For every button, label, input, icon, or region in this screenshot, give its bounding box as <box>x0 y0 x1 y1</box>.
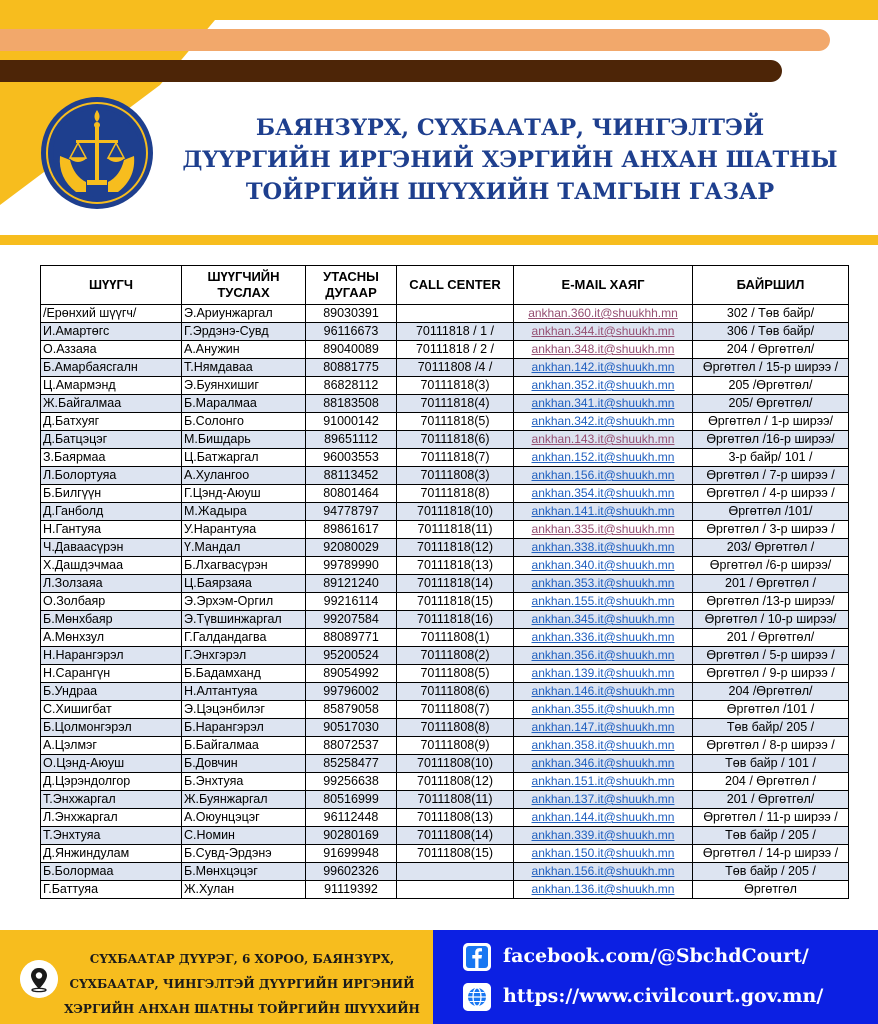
call-center-cell: 70111808(15) <box>397 845 514 863</box>
phone-cell: 88113452 <box>306 467 397 485</box>
judge-cell: Д.Цэрэндолгор <box>41 773 182 791</box>
call-center-cell: 70111808(10) <box>397 755 514 773</box>
globe-icon[interactable] <box>463 983 491 1011</box>
phone-cell: 92080029 <box>306 539 397 557</box>
assistant-cell: С.Номин <box>182 827 306 845</box>
call-center-cell: 70111818(6) <box>397 431 514 449</box>
call-center-cell: 70111808(8) <box>397 719 514 737</box>
contacts-table <box>40 265 849 899</box>
call-center-cell: 70111818(7) <box>397 449 514 467</box>
assistant-cell: М.Жадыра <box>182 503 306 521</box>
judge-cell: /Ерөнхий шүүгч/ <box>41 305 182 323</box>
call-center-cell: 70111808(14) <box>397 827 514 845</box>
table-header-row <box>41 266 849 305</box>
assistant-cell: Ж.Буянжаргал <box>182 791 306 809</box>
email-link[interactable]: ankhan.360.it@shuukhh.mn <box>514 305 693 323</box>
assistant-cell: Г.Галдандагва <box>182 629 306 647</box>
judge-cell: Б.Ундраа <box>41 683 182 701</box>
judge-cell: Ж.Байгалмаа <box>41 395 182 413</box>
table-row <box>41 719 849 737</box>
call-center-cell: 70111808(3) <box>397 467 514 485</box>
judge-cell: Д.Батцэцэг <box>41 431 182 449</box>
phone-cell: 99207584 <box>306 611 397 629</box>
call-center-cell: 70111808(13) <box>397 809 514 827</box>
phone-cell: 94778797 <box>306 503 397 521</box>
assistant-cell: Э.Цэцэнбилэг <box>182 701 306 719</box>
assistant-cell: Б.Солонго <box>182 413 306 431</box>
email-link[interactable]: ankhan.354.it@shuukh.mn <box>514 485 693 503</box>
phone-cell: 86828112 <box>306 377 397 395</box>
email-link[interactable]: ankhan.345.it@shuukh.mn <box>514 611 693 629</box>
phone-cell: 88183508 <box>306 395 397 413</box>
location-cell: Өргөтгөл /101 / <box>693 701 849 719</box>
location-cell: Төв байр / 101 / <box>693 755 849 773</box>
column-header-call-center: CALL CENTER <box>397 266 514 305</box>
table-row <box>41 737 849 755</box>
phone-cell: 95200524 <box>306 647 397 665</box>
header-stripe-peach <box>0 29 830 51</box>
phone-cell: 89040089 <box>306 341 397 359</box>
email-link[interactable]: ankhan.342.it@shuukh.mn <box>514 413 693 431</box>
location-cell: 204 / Өргөтгөл/ <box>693 341 849 359</box>
address-line: СҮХБААТАР, ЧИНГЭЛТЭЙ ДҮҮРГИЙН ИРГЭНИЙ <box>69 977 415 991</box>
column-header-phone: УТАСНЫ ДУГААР <box>306 266 397 305</box>
assistant-cell: Б.Бадамханд <box>182 665 306 683</box>
phone-cell: 89121240 <box>306 575 397 593</box>
email-link[interactable]: ankhan.142.it@shuukh.mn <box>514 359 693 377</box>
assistant-cell: Б.Лхагвасүрэн <box>182 557 306 575</box>
phone-cell: 80881775 <box>306 359 397 377</box>
judge-cell: Т.Энхтуяа <box>41 827 182 845</box>
email-link[interactable]: ankhan.144.it@shuukh.mn <box>514 809 693 827</box>
phone-cell: 96003553 <box>306 449 397 467</box>
location-cell: 306 / Төв байр/ <box>693 323 849 341</box>
location-cell: 204 /Өргөтгөл/ <box>693 683 849 701</box>
judge-cell: Б.Цолмонгэрэл <box>41 719 182 737</box>
column-header-email: E-MAIL ХАЯГ <box>514 266 693 305</box>
location-cell: Өргөтгөл / 11-р ширээ / <box>693 809 849 827</box>
judge-cell: Л.Энхжаргал <box>41 809 182 827</box>
location-cell: Өргөтгөл / 1-р ширээ/ <box>693 413 849 431</box>
judge-cell: О.Золбаяр <box>41 593 182 611</box>
phone-cell: 91699948 <box>306 845 397 863</box>
table-row <box>41 665 849 683</box>
assistant-cell: А.Оюунцэцэг <box>182 809 306 827</box>
assistant-cell: Б.Маралмаа <box>182 395 306 413</box>
table-row <box>41 593 849 611</box>
judge-cell: Г.Баттуяа <box>41 881 182 899</box>
phone-cell: 99256638 <box>306 773 397 791</box>
judge-cell: Л.Болортуяа <box>41 467 182 485</box>
column-header-judge: ШҮҮГЧ <box>41 266 182 305</box>
location-cell: 204 / Өргөтгөл / <box>693 773 849 791</box>
call-center-cell: 70111818(4) <box>397 395 514 413</box>
table-row <box>41 359 849 377</box>
email-link[interactable]: ankhan.344.it@shuukh.mn <box>514 323 693 341</box>
assistant-cell: Г.Эрдэнэ-Сувд <box>182 323 306 341</box>
call-center-cell: 70111808(9) <box>397 737 514 755</box>
phone-cell: 80801464 <box>306 485 397 503</box>
call-center-cell: 70111818(5) <box>397 413 514 431</box>
call-center-cell <box>397 305 514 323</box>
judge-cell: Ч.Даваасүрэн <box>41 539 182 557</box>
email-link[interactable]: ankhan.340.it@shuukh.mn <box>514 557 693 575</box>
table-row <box>41 395 849 413</box>
assistant-cell: Б.Сувд-Эрдэнэ <box>182 845 306 863</box>
call-center-cell <box>397 881 514 899</box>
assistant-cell: Т.Нямдаваа <box>182 359 306 377</box>
table-row <box>41 323 849 341</box>
table-row <box>41 521 849 539</box>
email-link[interactable]: ankhan.143.it@shuukh.mn <box>514 431 693 449</box>
judge-cell: Д.Янжиндулам <box>41 845 182 863</box>
call-center-cell: 70111818(15) <box>397 593 514 611</box>
email-link[interactable]: ankhan.336.it@shuukh.mn <box>514 629 693 647</box>
call-center-cell: 70111808(1) <box>397 629 514 647</box>
call-center-cell: 70111818(13) <box>397 557 514 575</box>
table-row <box>41 683 849 701</box>
email-link[interactable]: ankhan.139.it@shuukh.mn <box>514 665 693 683</box>
table-row <box>41 449 849 467</box>
call-center-cell: 70111808 /4 / <box>397 359 514 377</box>
table-row <box>41 827 849 845</box>
email-link[interactable]: ankhan.156.it@shuukh.mn <box>514 467 693 485</box>
table-row <box>41 431 849 449</box>
assistant-cell: А.Хулангоо <box>182 467 306 485</box>
assistant-cell: Б.Мөнхцэцэг <box>182 863 306 881</box>
assistant-cell: Э.Ариунжаргал <box>182 305 306 323</box>
call-center-cell: 70111808(6) <box>397 683 514 701</box>
call-center-cell: 70111818(10) <box>397 503 514 521</box>
table-row <box>41 413 849 431</box>
location-cell: 201 / Өргөтгөл/ <box>693 629 849 647</box>
assistant-cell: У.Нарантуяа <box>182 521 306 539</box>
call-center-cell: 70111818(12) <box>397 539 514 557</box>
location-cell: Өргөтгөл /16-р ширээ/ <box>693 431 849 449</box>
assistant-cell: Э.Эрхэм-Оргил <box>182 593 306 611</box>
table-row <box>41 629 849 647</box>
phone-cell: 89054992 <box>306 665 397 683</box>
location-cell: Төв байр / 205 / <box>693 827 849 845</box>
judge-cell: Н.Нарангэрэл <box>41 647 182 665</box>
judge-cell: Н.Сарангүн <box>41 665 182 683</box>
email-link[interactable]: ankhan.156.it@shuukh.mn <box>514 863 693 881</box>
phone-cell: 91000142 <box>306 413 397 431</box>
address-line: СҮХБААТАР ДҮҮРЭГ, 6 ХОРОО, БАЯНЗҮРХ, <box>89 952 395 966</box>
table-row <box>41 611 849 629</box>
call-center-cell: 70111808(5) <box>397 665 514 683</box>
assistant-cell: Э.Буянхишиг <box>182 377 306 395</box>
table-row <box>41 863 849 881</box>
email-link[interactable]: ankhan.358.it@shuukh.mn <box>514 737 693 755</box>
phone-cell: 89651112 <box>306 431 397 449</box>
court-emblem-icon <box>40 96 154 210</box>
assistant-cell: Б.Нарангэрэл <box>182 719 306 737</box>
judge-cell: А.Цэлмэг <box>41 737 182 755</box>
email-link[interactable]: ankhan.146.it@shuukh.mn <box>514 683 693 701</box>
email-link[interactable]: ankhan.348.it@shuukh.mn <box>514 341 693 359</box>
assistant-cell: А.Анужин <box>182 341 306 359</box>
email-link[interactable]: ankhan.341.it@shuukh.mn <box>514 395 693 413</box>
location-cell: 205/ Өргөтгөл/ <box>693 395 849 413</box>
address-line: ХЭРГИЙН АНХАН ШАТНЫ ТОЙРГИЙН ШҮҮХИЙН <box>64 1002 420 1016</box>
location-cell: Төв байр/ 205 / <box>693 719 849 737</box>
table-row <box>41 701 849 719</box>
judge-cell: О.Цэнд-Аюуш <box>41 755 182 773</box>
email-link[interactable]: ankhan.335.it@shuukh.mn <box>514 521 693 539</box>
email-link[interactable]: ankhan.151.it@shuukh.mn <box>514 773 693 791</box>
phone-cell: 90280169 <box>306 827 397 845</box>
phone-cell: 85879058 <box>306 701 397 719</box>
location-cell: 201 / Өргөтгөл/ <box>693 791 849 809</box>
assistant-cell: М.Бишдарь <box>182 431 306 449</box>
email-link[interactable]: ankhan.355.it@shuukh.mn <box>514 701 693 719</box>
location-cell: Өргөтгөл <box>693 881 849 899</box>
judge-cell: Б.Билгүүн <box>41 485 182 503</box>
location-cell: Өргөтгөл /101/ <box>693 503 849 521</box>
email-link[interactable]: ankhan.352.it@shuukh.mn <box>514 377 693 395</box>
location-cell: 3-р байр/ 101 / <box>693 449 849 467</box>
phone-cell: 99789990 <box>306 557 397 575</box>
judge-cell: Н.Гантуяа <box>41 521 182 539</box>
email-link[interactable]: ankhan.339.it@shuukh.mn <box>514 827 693 845</box>
location-cell: Өргөтгөл / 3-р ширээ / <box>693 521 849 539</box>
assistant-cell: Ж.Хулан <box>182 881 306 899</box>
phone-cell: 89030391 <box>306 305 397 323</box>
table-row <box>41 791 849 809</box>
assistant-cell: Ц.Баярзаяа <box>182 575 306 593</box>
assistant-cell: Г.Цэнд-Аюуш <box>182 485 306 503</box>
judge-cell: С.Хишигбат <box>41 701 182 719</box>
table-row <box>41 773 849 791</box>
email-link[interactable]: ankhan.338.it@shuukh.mn <box>514 539 693 557</box>
judge-cell: Л.Золзаяа <box>41 575 182 593</box>
title-line: БАЯНЗҮРХ, СҮХБААТАР, ЧИНГЭЛТЭЙ <box>255 115 765 141</box>
email-link[interactable]: ankhan.346.it@shuukh.mn <box>514 755 693 773</box>
location-cell: 205 /Өргөтгөл/ <box>693 377 849 395</box>
phone-cell: 89861617 <box>306 521 397 539</box>
email-link[interactable]: ankhan.147.it@shuukh.mn <box>514 719 693 737</box>
location-cell: 203/ Өргөтгөл / <box>693 539 849 557</box>
phone-cell: 99602326 <box>306 863 397 881</box>
phone-cell: 80516999 <box>306 791 397 809</box>
call-center-cell: 70111818(8) <box>397 485 514 503</box>
location-cell: Өргөтгөл /13-р ширээ/ <box>693 593 849 611</box>
header-banner <box>0 0 878 245</box>
assistant-cell: Б.Байгалмаа <box>182 737 306 755</box>
facebook-link[interactable]: facebook.com/@SbchdCourt/ <box>503 945 809 967</box>
judge-cell: З.Баярмаа <box>41 449 182 467</box>
assistant-cell: Н.Алтантуяа <box>182 683 306 701</box>
judge-cell: Б.Мөнхбаяр <box>41 611 182 629</box>
table-row <box>41 881 849 899</box>
location-cell: 302 / Төв байр/ <box>693 305 849 323</box>
email-link[interactable]: ankhan.150.it@shuukh.mn <box>514 845 693 863</box>
table-row <box>41 845 849 863</box>
phone-cell: 99796002 <box>306 683 397 701</box>
table-row <box>41 377 849 395</box>
email-link[interactable]: ankhan.356.it@shuukh.mn <box>514 647 693 665</box>
page-title <box>180 112 840 208</box>
call-center-cell <box>397 863 514 881</box>
email-link[interactable]: ankhan.141.it@shuukh.mn <box>514 503 693 521</box>
phone-cell: 85258477 <box>306 755 397 773</box>
table-row <box>41 341 849 359</box>
phone-cell: 96112448 <box>306 809 397 827</box>
email-link[interactable]: ankhan.353.it@shuukh.mn <box>514 575 693 593</box>
email-link[interactable]: ankhan.152.it@shuukh.mn <box>514 449 693 467</box>
location-cell: Өргөтгөл / 8-р ширээ / <box>693 737 849 755</box>
location-cell: Төв байр / 205 / <box>693 863 849 881</box>
call-center-cell: 70111808(11) <box>397 791 514 809</box>
call-center-cell: 70111808(2) <box>397 647 514 665</box>
judge-cell: Д.Ганболд <box>41 503 182 521</box>
website-link[interactable]: https://www.civilcourt.gov.mn/ <box>503 985 824 1007</box>
call-center-cell: 70111818 / 1 / <box>397 323 514 341</box>
location-cell: Өргөтгөл / 14-р ширээ / <box>693 845 849 863</box>
table-row <box>41 485 849 503</box>
phone-cell: 99216114 <box>306 593 397 611</box>
table-body <box>41 305 849 899</box>
table-row <box>41 305 849 323</box>
judge-cell: Б.Болормаа <box>41 863 182 881</box>
title-line: ТОЙРГИЙН ШҮҮХИЙН ТАМГЫН ГАЗАР <box>245 179 775 205</box>
location-cell: 201 / Өргөтгөл / <box>693 575 849 593</box>
judge-cell: А.Мөнхзул <box>41 629 182 647</box>
footer-address <box>62 947 422 1022</box>
table-row <box>41 809 849 827</box>
location-cell: Өргөтгөл / 5-р ширээ / <box>693 647 849 665</box>
assistant-cell: Б.Довчин <box>182 755 306 773</box>
assistant-cell: Э.Түвшинжаргал <box>182 611 306 629</box>
assistant-cell: Ц.Батжаргал <box>182 449 306 467</box>
phone-cell: 88072537 <box>306 737 397 755</box>
judge-cell: Б.Амарбаясгалн <box>41 359 182 377</box>
email-link[interactable]: ankhan.155.it@shuukh.mn <box>514 593 693 611</box>
location-cell: Өргөтгөл / 4-р ширээ / <box>693 485 849 503</box>
table-row <box>41 557 849 575</box>
phone-cell: 88089771 <box>306 629 397 647</box>
location-cell: Өргөтгөл / 10-р ширээ/ <box>693 611 849 629</box>
location-cell: Өргөтгөл / 7-р ширээ / <box>693 467 849 485</box>
assistant-cell: Ү.Мандал <box>182 539 306 557</box>
judge-cell: Х.Дашдэчмаа <box>41 557 182 575</box>
table-row <box>41 755 849 773</box>
location-cell: Өргөтгөл / 15-р ширээ / <box>693 359 849 377</box>
judge-cell: О.Аззаяа <box>41 341 182 359</box>
call-center-cell: 70111808(12) <box>397 773 514 791</box>
judge-cell: Ц.Амармэнд <box>41 377 182 395</box>
email-link[interactable]: ankhan.137.it@shuukh.mn <box>514 791 693 809</box>
phone-cell: 96116673 <box>306 323 397 341</box>
column-header-assistant: ШҮҮГЧИЙН ТУСЛАХ <box>182 266 306 305</box>
email-link[interactable]: ankhan.136.it@shuukh.mn <box>514 881 693 899</box>
call-center-cell: 70111818(3) <box>397 377 514 395</box>
table-row <box>41 503 849 521</box>
assistant-cell: Б.Энхтуяа <box>182 773 306 791</box>
table-row <box>41 575 849 593</box>
title-line: ДҮҮРГИЙН ИРГЭНИЙ ХЭРГИЙН АНХАН ШАТНЫ <box>182 147 838 173</box>
judge-cell: Д.Батхуяг <box>41 413 182 431</box>
call-center-cell: 70111818(14) <box>397 575 514 593</box>
header-stripe-brown <box>0 60 782 82</box>
judge-cell: Т.Энхжаргал <box>41 791 182 809</box>
phone-cell: 91119392 <box>306 881 397 899</box>
column-header-location: БАЙРШИЛ <box>693 266 849 305</box>
location-pin-icon <box>20 960 58 998</box>
location-cell: Өргөтгөл / 9-р ширээ / <box>693 665 849 683</box>
call-center-cell: 70111818(16) <box>397 611 514 629</box>
table-row <box>41 467 849 485</box>
assistant-cell: Г.Энхгэрэл <box>182 647 306 665</box>
location-cell: Өргөтгөл /6-р ширээ/ <box>693 557 849 575</box>
call-center-cell: 70111818 / 2 / <box>397 341 514 359</box>
judge-cell: И.Амартөгс <box>41 323 182 341</box>
table-row <box>41 539 849 557</box>
call-center-cell: 70111818(11) <box>397 521 514 539</box>
table-row <box>41 647 849 665</box>
phone-cell: 90517030 <box>306 719 397 737</box>
facebook-icon[interactable] <box>463 943 491 971</box>
call-center-cell: 70111808(7) <box>397 701 514 719</box>
